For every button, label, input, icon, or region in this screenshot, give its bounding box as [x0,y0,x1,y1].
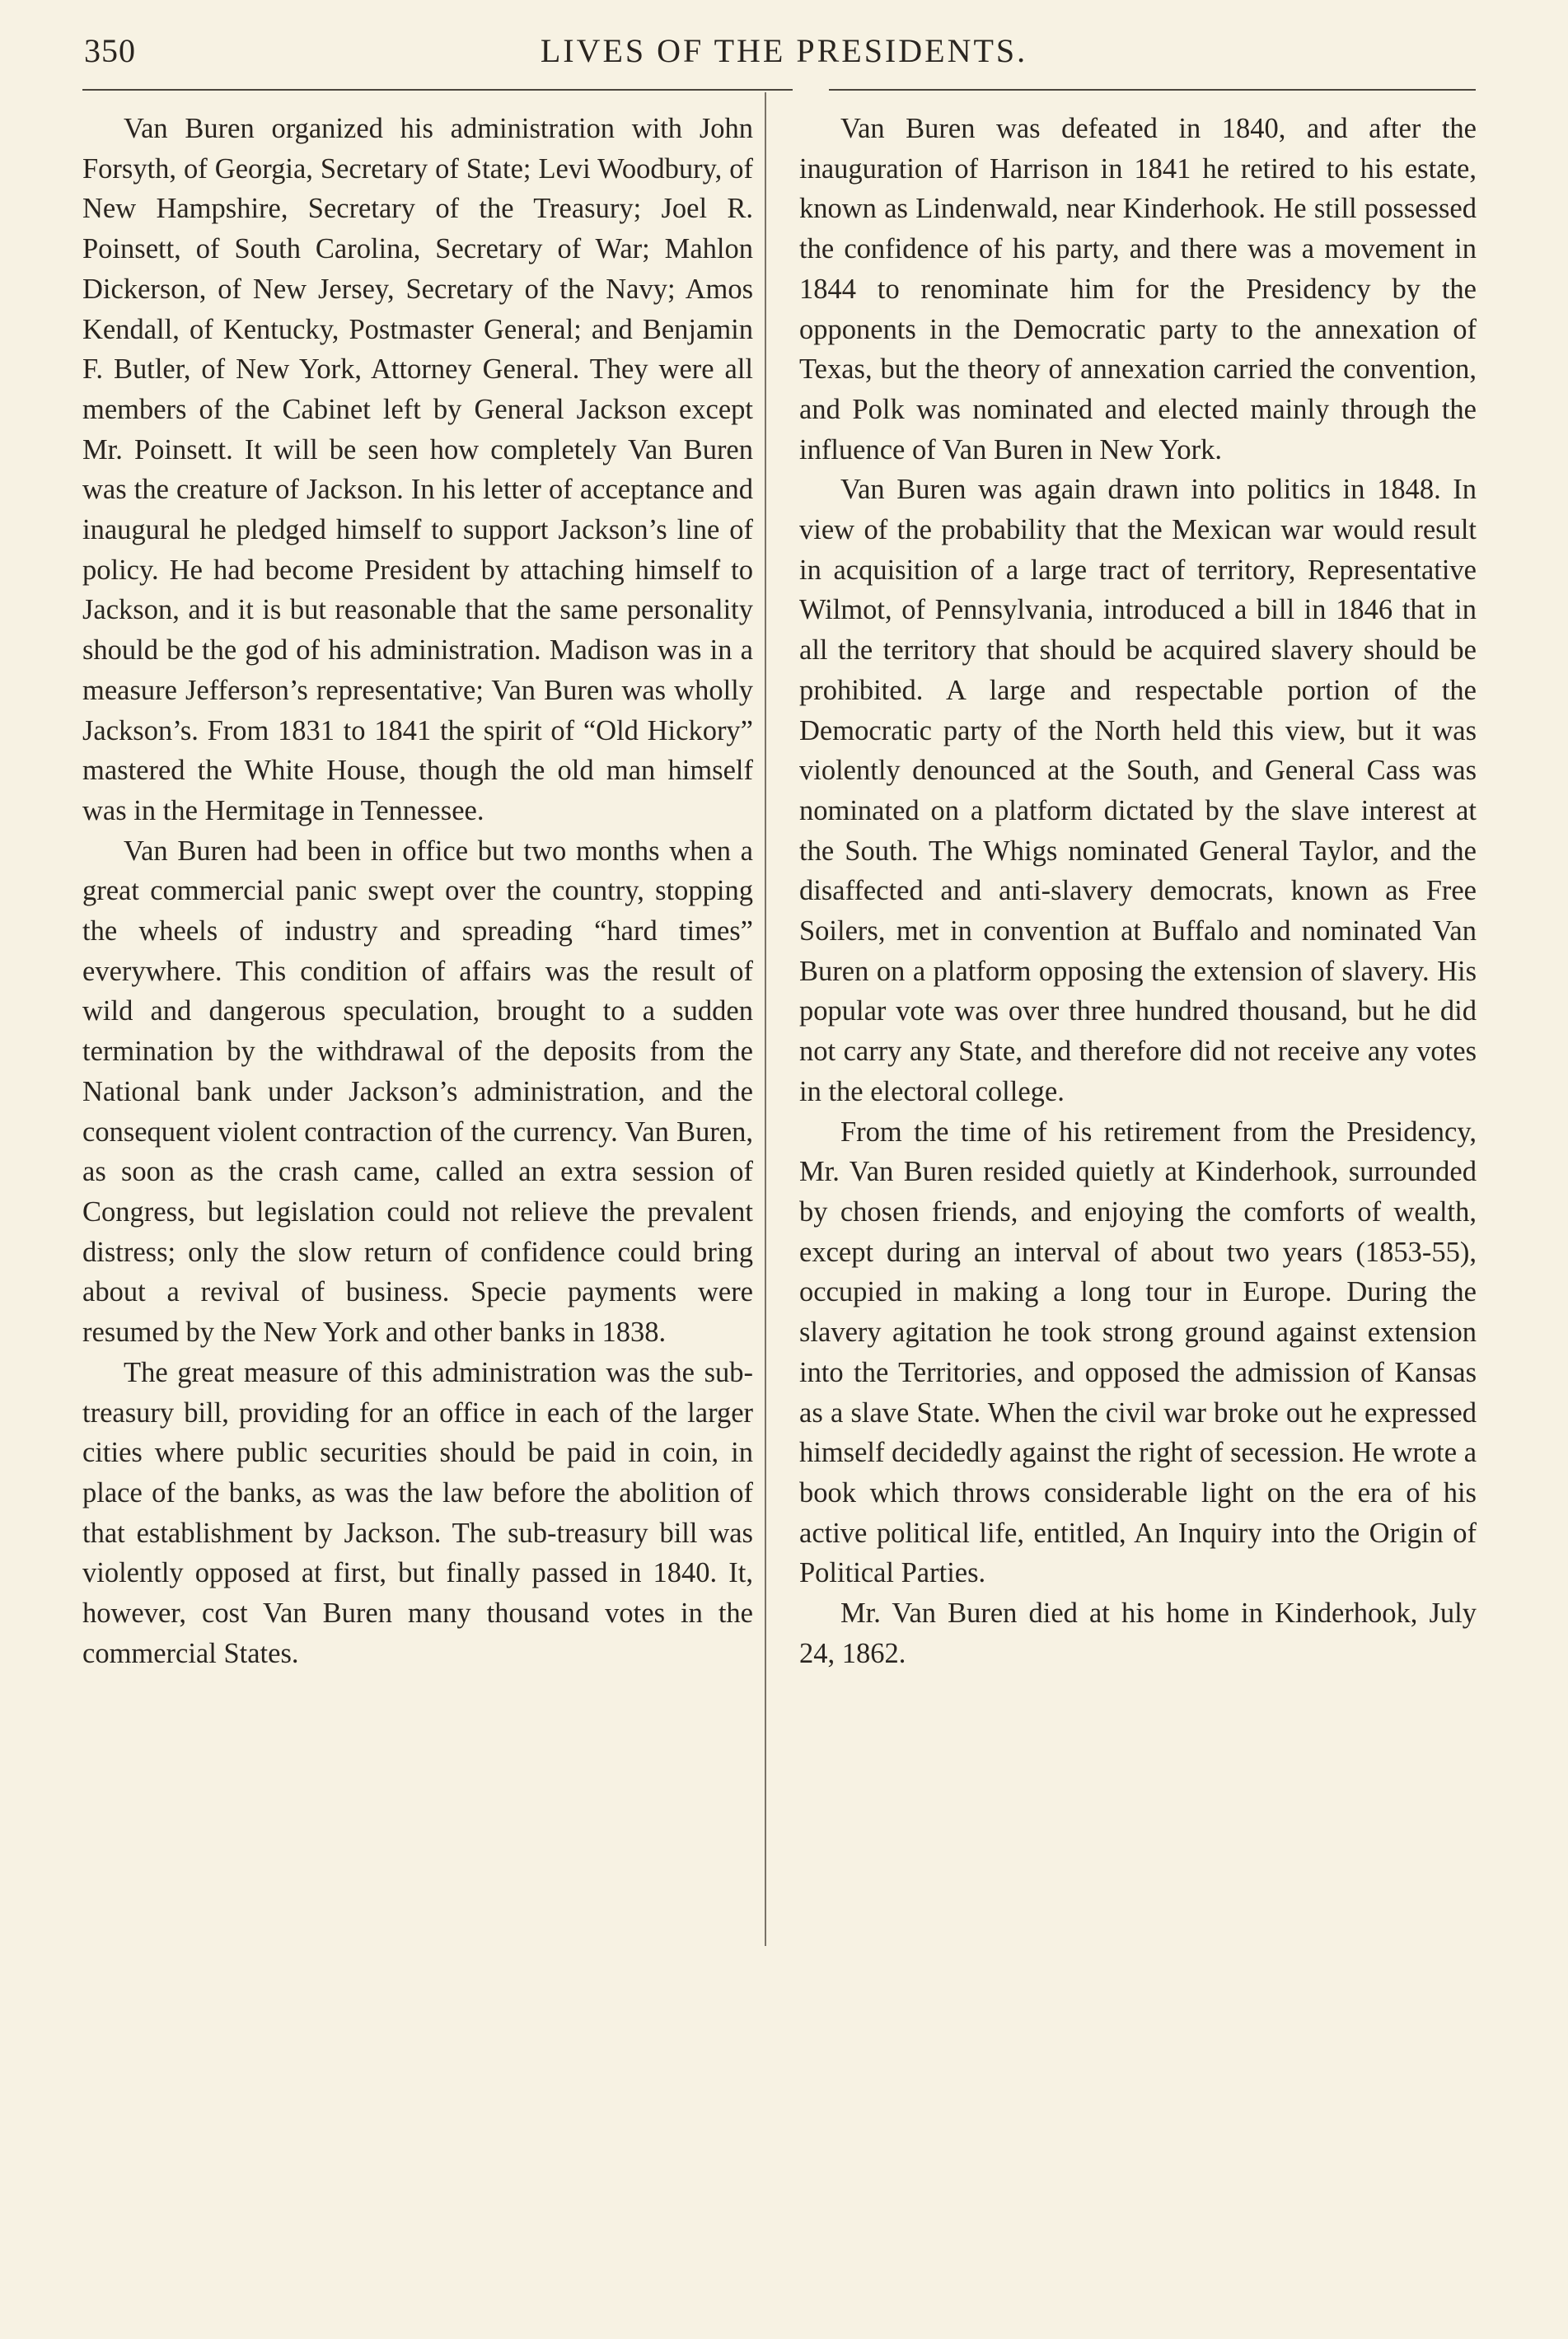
paragraph: Van Buren was again drawn into politics in 1848. In view of the probability that the Mexican war would result in acquisition of a large tract of territory, Representative Wilmot, of Pennsylvania, introduced a bill in 1846 that in all the territory that should be acquired slavery should be prohibited. A large and respectable portion of the Democratic party of the North held this view, but it was violently denounced at the South, and General Cass was nominated on a platform dictated by the slave interest at the South. The Whigs nominated General Taylor, and the disaffected and anti-slavery democrats, known as Free Soilers, met in convention at Buffalo and nominated Van Buren on a platform opposing the extension of slavery. His popular vote was over three hundred thousand, but he did not carry any State, and therefore did not receive any votes in the electoral college. [799,474,1477,1107]
header-rule-gap [793,82,829,96]
paragraph: Van Buren was defeated in 1840, and after the inauguration of Harrison in 1841 he retired to his estate, known as Lindenwald, near Kinderhook. He still possessed the confidence of his party, and there was a movement in 1844 to renominate him for the Presidency by the opponents in the Democratic party to the annexation of Texas, but the theory of annexation carried the convention, and Polk was nominated and elected mainly through the influence of Van Buren in New York. [799,113,1477,465]
paragraph: Mr. Van Buren died at his home in Kinderhook, July 24, 1862. [799,1598,1477,1669]
page-number: 350 [84,32,136,69]
right-column [799,109,1477,1673]
paragraph: The great measure of this administration was the sub-treasury bill, providing for an office in each of the larger cities where public securities should be paid in coin, in place of the banks, as was the law before the abolition of that establishment by Jackson. The sub-treasury bill was violently opposed at first, but finally passed in 1840. It, however, cost Van Buren many thousand votes in the commercial States. [82,1356,753,1669]
paragraph: From the time of his retirement from the Presidency, Mr. Van Buren resided quietly at Kinderhook, surrounded by chosen friends, and enjoying the comforts of wealth, except during an interval of about two years (1853-55), occupied in making a long tour in Europe. During the slavery agitation he took strong ground against extension into the Territories, and opposed the admission of Kansas as a slave State. When the civil war broke out he expressed himself decidedly against the right of secession. He wrote a book which throws considerable light on the era of his active political life, entitled, An Inquiry into the Origin of Political Parties. [799,1116,1477,1589]
running-title: LIVES OF THE PRESIDENTS. [540,32,1028,69]
paragraph: Van Buren organized his administration with John Forsyth, of Georgia, Secretary of State; Levi Woodbury, of New Hampshire, Secretary of the Treasury; Joel R. Poinsett, of South Carolina, Secretary of War; Mahlon Dickerson, of New Jersey, Secretary of the Navy; Amos Kendall, of Kentucky, Postmaster General; and Benjamin F. Butler, of New York, Attorney General. They were all members of the Cabinet left by General Jackson except Mr. Poinsett. It will be seen how completely Van Buren was the creature of Jackson. In his letter of acceptance and inaugural he pledged himself to support Jackson’s line of policy. He had become President by attaching himself to Jackson, and it is but reasonable that the same personality should be the god of his administration. Madison was in a measure Jefferson’s representative; Van Buren was wholly Jackson’s. From 1831 to 1841 the spirit of “Old Hickory” mastered the White House, though the old man himself was in the Hermitage in Tennessee. [82,113,753,826]
paragraph: Van Buren had been in office but two months when a great commercial panic swept over the country, stopping the wheels of industry and spreading “hard times” everywhere. This condition of affairs was the result of wild and dangerous speculation, brought to a sudden termination by the withdrawal of the deposits from the National bank under Jackson’s administration, and the consequent violent contraction of the currency. Van Buren, as soon as the crash came, called an extra session of Congress, but legislation could not relieve the prevalent distress; only the slow return of confidence could bring about a revival of business. Specie payments were resumed by the New York and other banks in 1838. [82,835,753,1349]
page-header [79,25,1489,74]
left-column [82,109,753,1673]
header-rule [82,89,1476,91]
column-divider [765,92,766,1946]
